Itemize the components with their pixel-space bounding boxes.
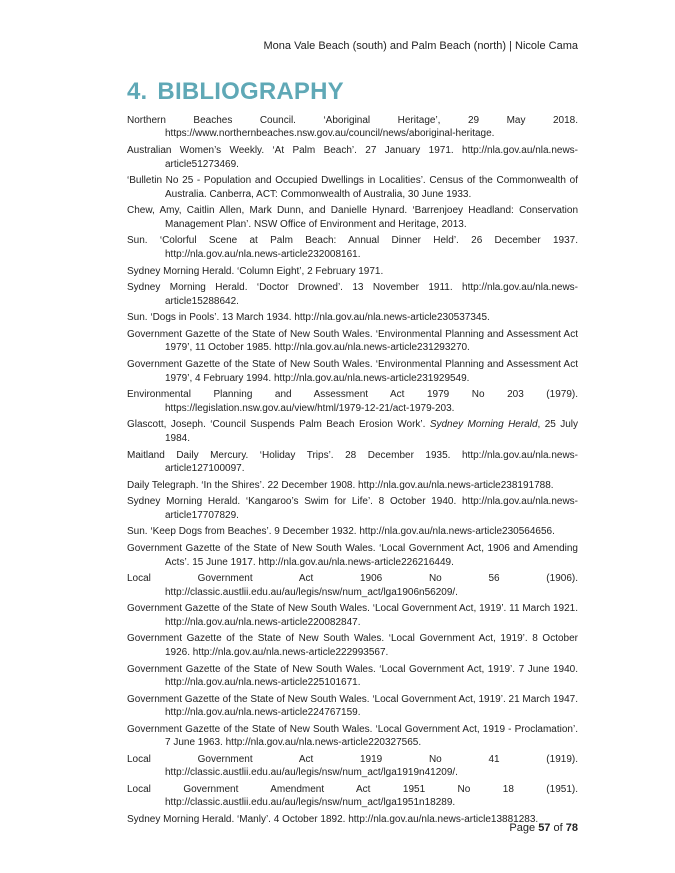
bibliography-entry: Maitland Daily Mercury. ‘Holiday Trips’. 28 December 1935. http://nla.gov.au/nla.news-article127100097. <box>127 449 578 474</box>
bibliography-entry: Government Gazette of the State of New South Wales. ‘Local Government Act, 1919’. 7 June 1940. http://nla.gov.au/nla.news-article225101671. <box>127 663 578 688</box>
of-label: of <box>553 822 563 834</box>
section-title: BIBLIOGRAPHY <box>157 78 344 105</box>
bibliography-entry: Sydney Morning Herald. ‘Kangaroo’s Swim for Life’. 8 October 1940. http://nla.gov.au/nla.news-article17707829. <box>127 496 578 521</box>
bibliography-entry: Environmental Planning and Assessment Act 1979 No 203 (1979). https://legislation.nsw.gov.au/view/html/1979-12-21/act-1979-203. <box>127 389 578 414</box>
bibliography-entry: Sun. ‘Colorful Scene at Palm Beach: Annual Dinner Held’. 26 December 1937. http://nla.gov.au/nla.news-article232008161. <box>127 235 578 260</box>
bibliography-entry: Local Government Amendment Act 1951 No 18 (1951). http://classic.austlii.edu.au/au/legis/nsw/num_act/lga1951n18289. <box>127 784 578 809</box>
bibliography-entry: Daily Telegraph. ‘In the Shires’. 22 December 1908. http://nla.gov.au/nla.news-article238191788. <box>127 479 554 491</box>
bibliography-entry: Government Gazette of the State of New South Wales. ‘Environmental Planning and Assessment Act 1979’, 4 February 1994. http://nla.gov.au/nla.news-article231929549. <box>127 359 578 384</box>
bibliography-entry: Australian Women’s Weekly. ‘At Palm Beach’. 27 January 1971. http://nla.gov.au/nla.news-article51273469. <box>127 145 578 170</box>
bibliography-list <box>127 114 578 830</box>
entry-date: , 25 July 1984. <box>165 419 578 444</box>
bibliography-entry: Sydney Morning Herald. ‘Manly’. 4 October 1892. http://nla.gov.au/nla.news-article13881283. <box>127 814 539 826</box>
bibliography-entry: Sun. ‘Dogs in Pools’. 13 March 1934. http://nla.gov.au/nla.news-article230537345. <box>127 312 490 324</box>
page-label: Page <box>509 822 536 834</box>
bibliography-entry: Government Gazette of the State of New South Wales. ‘Local Government Act, 1919’. 8 October 1926. http://nla.gov.au/nla.news-article222993567. <box>127 633 578 658</box>
bibliography-entry: Sydney Morning Herald. ‘Column Eight’, 2 February 1971. <box>127 265 384 277</box>
page-number: 57 <box>538 822 551 834</box>
bibliography-entry: Local Government Act 1906 No 56 (1906). http://classic.austlii.edu.au/au/legis/nsw/num_act/lga1906n56209/. <box>127 573 578 598</box>
bibliography-entry: ‘Bulletin No 25 - Population and Occupied Dwellings in Localities’. Census of the Commonwealth of Australia. Canberra, ACT: Commonwealth of Australia, 30 June 1933. <box>127 175 578 200</box>
page-footer <box>509 822 578 834</box>
bibliography-entry: Government Gazette of the State of New South Wales. ‘Local Government Act, 1919’. 11 March 1921. http://nla.gov.au/nla.news-article220082847. <box>127 603 578 628</box>
bibliography-entry: Local Government Act 1919 No 41 (1919). http://classic.austlii.edu.au/au/legis/nsw/num_act/lga1919n41209/. <box>127 753 578 779</box>
bibliography-entry: Government Gazette of the State of New South Wales. ‘Local Government Act, 1906 and Amending Acts’. 15 June 1917. http://nla.gov.au/nla.news-article226216449. <box>127 543 578 568</box>
entry-text: Glascott, Joseph. ‘Council Suspends Palm Beach Erosion Work’. <box>127 419 426 431</box>
bibliography-entry: Sydney Morning Herald. ‘Doctor Drowned’. 13 November 1911. http://nla.gov.au/nla.news-article15288642. <box>127 282 578 307</box>
bibliography-entry <box>127 418 578 445</box>
bibliography-entry: Government Gazette of the State of New South Wales. ‘Environmental Planning and Assessment Act 1979’, 11 October 1985. http://nla.gov.au/nla.news-article231293270. <box>127 329 578 354</box>
total-pages: 78 <box>565 822 578 834</box>
bibliography-entry: Sun. ‘Keep Dogs from Beaches’. 9 December 1932. http://nla.gov.au/nla.news-article230564656. <box>127 526 555 538</box>
bibliography-entry: Government Gazette of the State of New South Wales. ‘Local Government Act, 1919 - Proclamation’. 7 June 1963. http://nla.gov.au/nla.news-article220327565. <box>127 723 578 749</box>
running-header: Mona Vale Beach (south) and Palm Beach (north) | Nicole Cama <box>263 40 578 52</box>
bibliography-entry: Government Gazette of the State of New South Wales. ‘Local Government Act, 1919’. 21 March 1947. http://nla.gov.au/nla.news-article224767159. <box>127 693 578 719</box>
journal-title: Sydney Morning Herald <box>429 419 538 431</box>
section-number: 4. <box>127 78 148 105</box>
bibliography-entry: Chew, Amy, Caitlin Allen, Mark Dunn, and Danielle Hynard. ‘Barrenjoey Headland: Conservation Management Plan’. NSW Office of Environment and Heritage, 2013. <box>127 205 578 230</box>
bibliography-entry: Northern Beaches Council. ‘Aboriginal Heritage’, 29 May 2018. https://www.northernbeaches.nsw.gov.au/council/news/aboriginal-heritage. <box>127 115 578 140</box>
section-heading <box>127 78 344 106</box>
